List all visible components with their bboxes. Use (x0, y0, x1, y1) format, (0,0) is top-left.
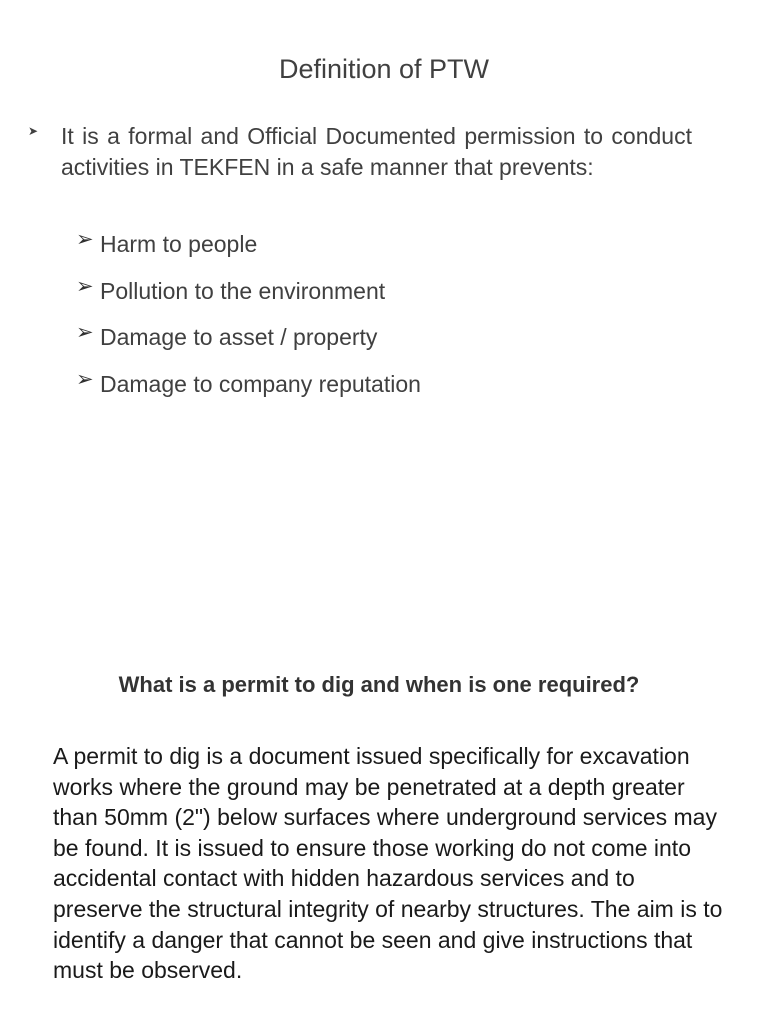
prevention-list (76, 227, 421, 413)
arrowhead-bullet-icon: ➤ (28, 124, 39, 138)
list-item-label: Pollution to the environment (100, 277, 386, 304)
arrow-bullet-icon: ➢ (76, 274, 94, 298)
definition-bullet (28, 121, 692, 183)
definition-text: It is a formal and Official Documented permission to conduct activities in TEKFEN in a safe manner that prevents: (61, 123, 692, 180)
arrow-bullet-icon: ➢ (76, 228, 94, 251)
list-item (76, 274, 421, 321)
list-item-label: Damage to asset / property (100, 324, 378, 350)
list-item-label: Harm to people (100, 231, 258, 257)
list-item (76, 227, 421, 274)
section-heading: What is a permit to dig and when is one required? (118, 672, 640, 697)
list-item-label: Damage to company reputation (100, 370, 421, 397)
page-title: Definition of PTW (278, 54, 490, 84)
arrow-bullet-icon: ➢ (76, 321, 94, 344)
list-item (76, 367, 421, 414)
arrow-bullet-icon: ➢ (76, 367, 94, 391)
list-item (76, 320, 421, 367)
permit-paragraph: A permit to dig is a document issued specifically for excavation works where the ground may be penetrated at a depth greater than 50mm (2") below surfaces where underground services may be found. It is issued to ensure those working do not come into accidental contact with hidden hazardous services and to preserve the structural integrity of nearby structures. The aim is to identify a danger that cannot be seen and give instructions that must be observed. (53, 743, 723, 984)
